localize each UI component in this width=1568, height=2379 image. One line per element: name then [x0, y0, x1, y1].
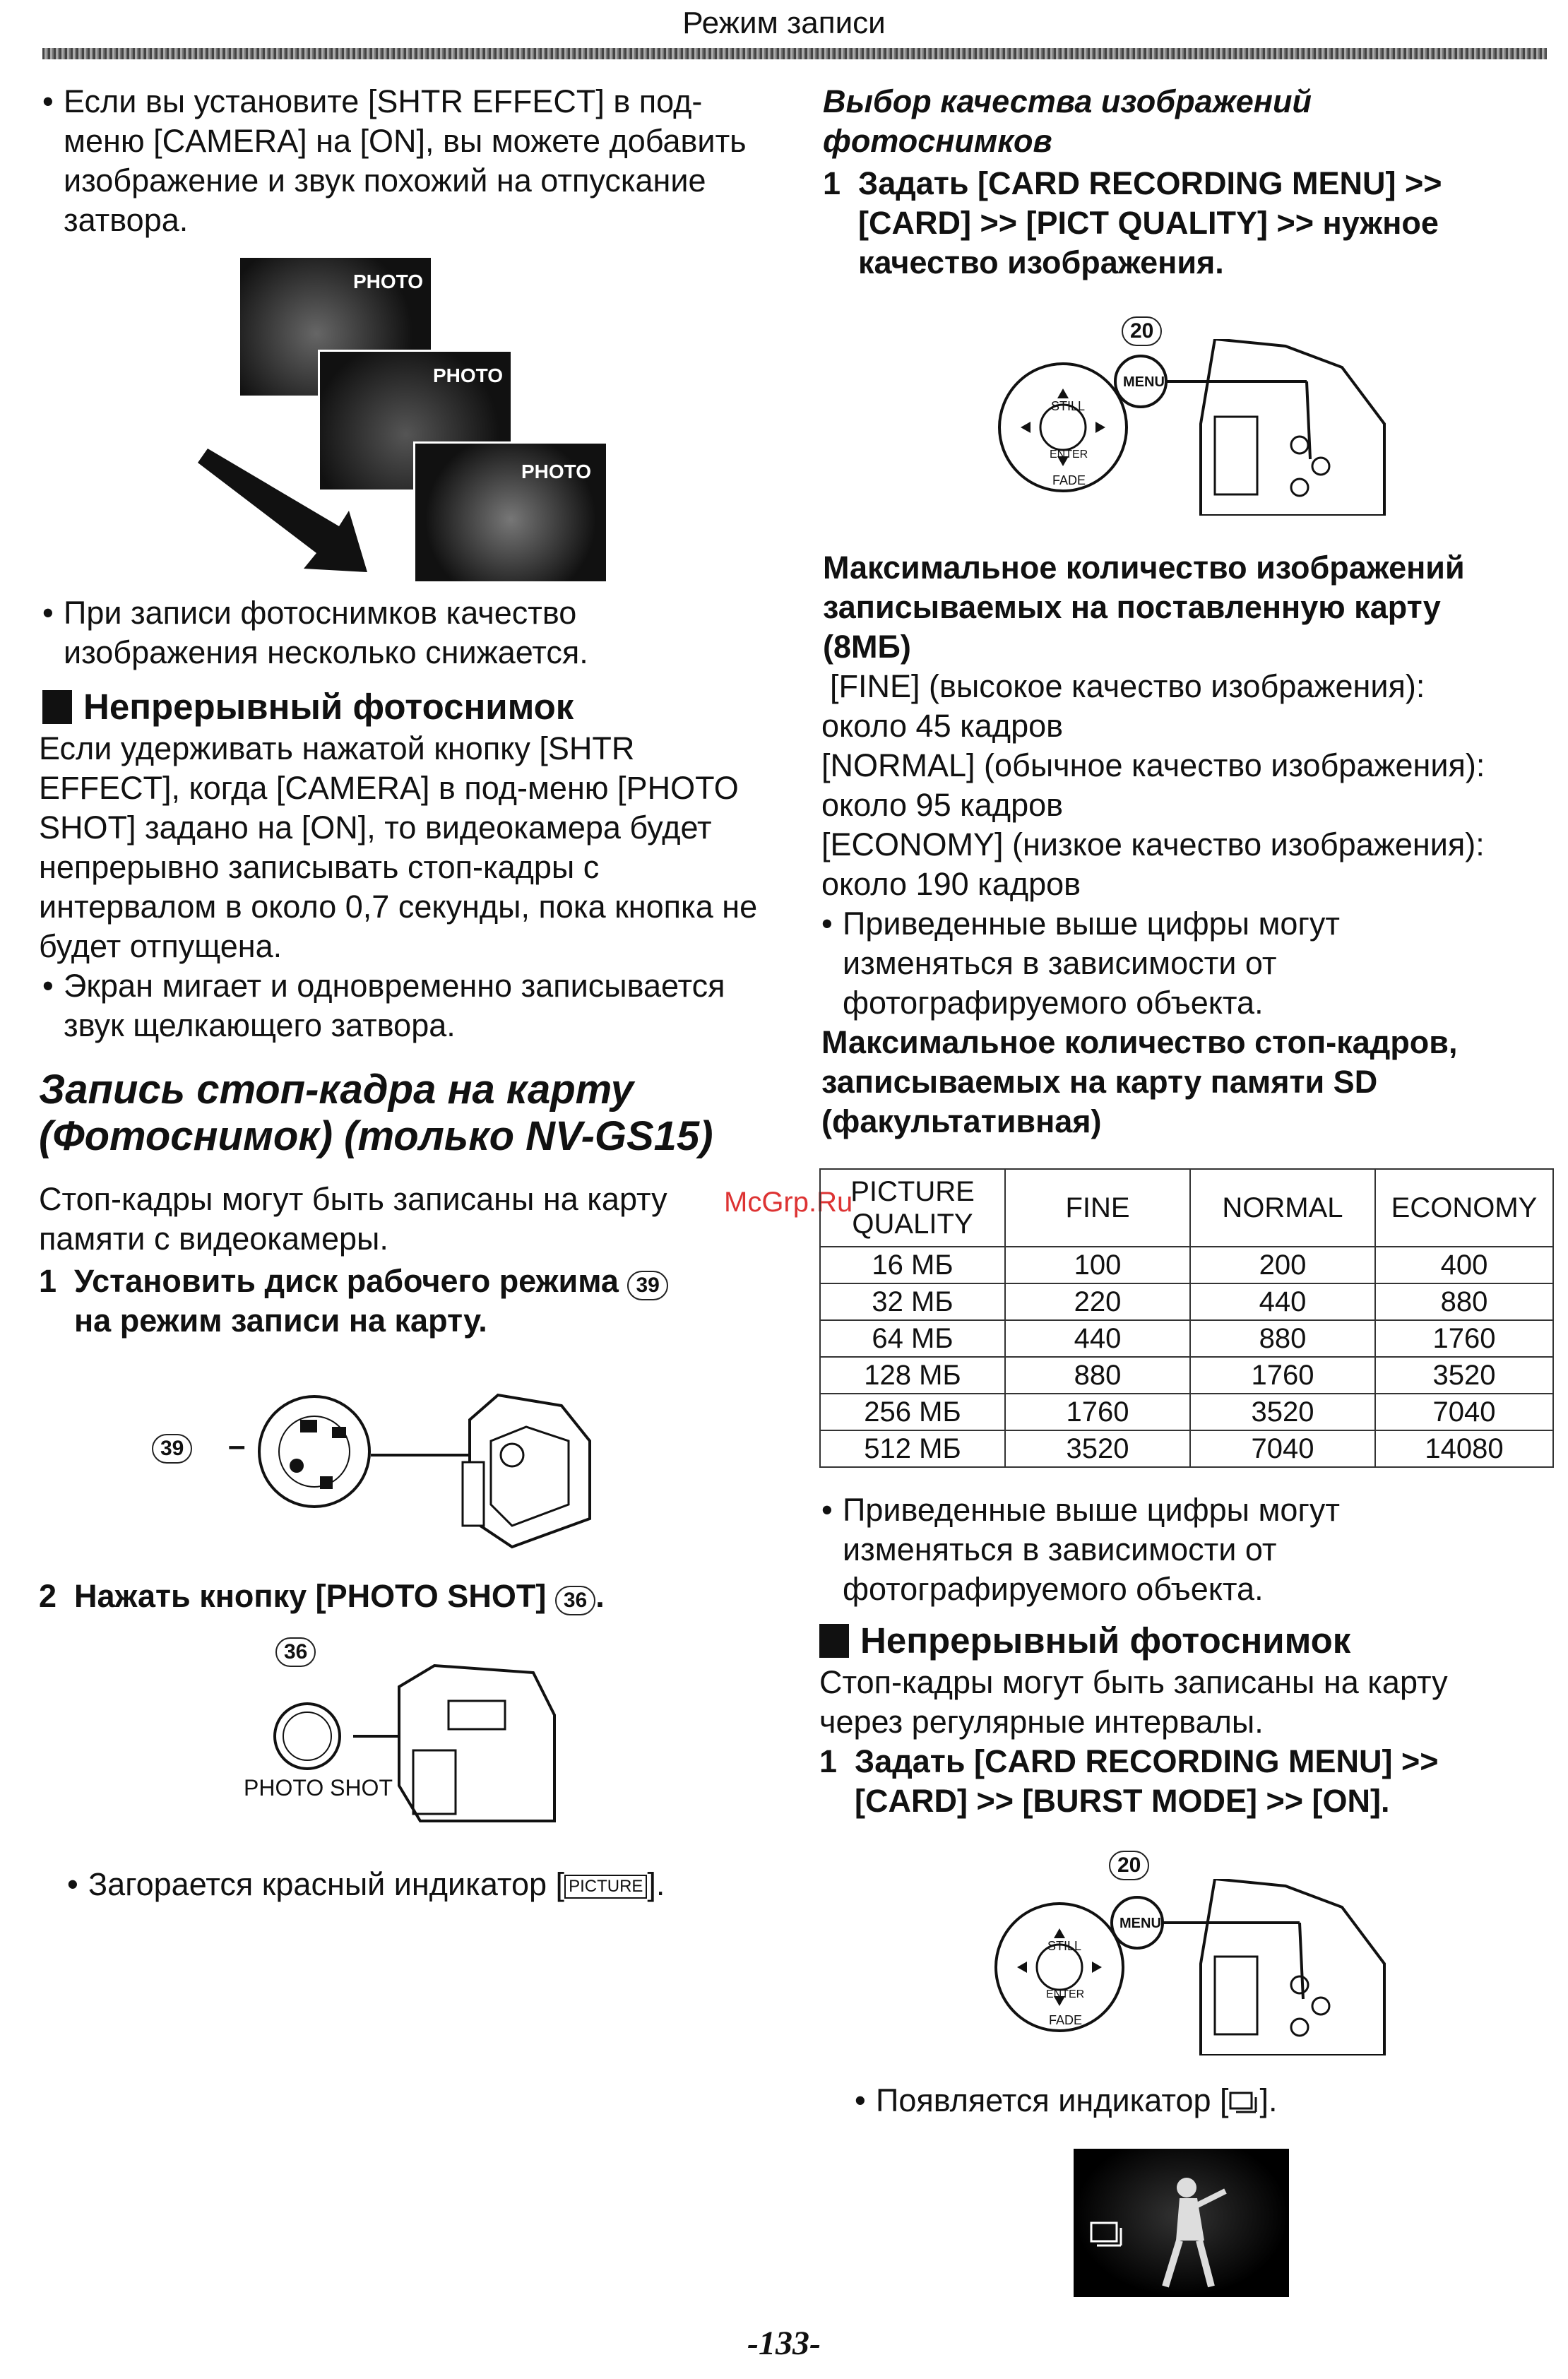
step-text: Задать [CARD RECORDING MENU] >> [CARD] >> [PICT QUALITY] >> нужное качество изображения.	[858, 165, 1442, 280]
ref-badge: 36	[555, 1586, 595, 1615]
still-label: STILL	[1047, 1939, 1082, 1953]
step-number: 1	[823, 165, 841, 201]
table-cell: 880	[1375, 1283, 1553, 1320]
burst-text: Стоп-кадры могут быть записаны на карту через регулярные интервалы.	[819, 1664, 1448, 1740]
ref-badge: 39	[627, 1271, 667, 1300]
quality-heading: Выбор качества изображений фотоснимков	[823, 83, 1312, 159]
table-row	[820, 1320, 1553, 1357]
dash: –	[228, 1428, 246, 1463]
table-cell: 100	[1005, 1247, 1190, 1283]
table-row	[820, 1283, 1553, 1320]
table-row	[820, 1247, 1553, 1283]
table-header-cell: FINE	[1005, 1169, 1190, 1247]
bullet-quality-note: • При записи фотоснимков качество изображения несколько снижается.	[42, 593, 770, 672]
section-heading-burst	[819, 1619, 1350, 1663]
bullet-shtr-effect: • Если вы установите [SHTR EFFECT] в под-меню [CAMERA] на [ON], вы можете добавить изображение и звук похожий на отпускание затвора.	[42, 82, 770, 240]
table-cell: 880	[1005, 1357, 1190, 1394]
photo-frame-3	[413, 441, 608, 583]
arrow-icon	[198, 449, 424, 590]
table-cell: 64 МБ	[820, 1320, 1005, 1357]
card-intro-text: Стоп-кадры могут быть записаны на карту памяти с видеокамеры.	[39, 1181, 667, 1257]
step-2-photo-shot: 2 Нажать кнопку [PHOTO SHOT] 36 .	[39, 1577, 773, 1616]
table-cell: 256 МБ	[820, 1394, 1005, 1430]
table-header-cell: PICTURE QUALITY	[820, 1169, 1005, 1247]
menu-label: MENU	[1119, 1916, 1161, 1931]
sd-heading: Максимальное количество стоп-кадров, записываемых на карту памяти SD (факультативная)	[821, 1024, 1458, 1139]
table-header-row	[820, 1169, 1553, 1247]
heading-text: Непрерывный фотоснимок	[83, 687, 574, 727]
step-1-set-dial	[39, 1262, 773, 1341]
menu-dial-figure	[989, 311, 1398, 516]
bullet-text: Загорается красный индикатор [	[88, 1866, 565, 1902]
table-row	[820, 1357, 1553, 1394]
ref-badge: 20	[1122, 316, 1162, 346]
mode-dial-figure	[152, 1363, 618, 1554]
bullet-text: Если вы установите [SHTR EFFECT] в под-меню [CAMERA] на [ON], вы можете добавить изображение и звук похожий на отпускание затвора.	[64, 83, 747, 238]
heading-line-2: (Фотоснимок) (только NV-GS15)	[39, 1113, 713, 1159]
table-cell: 440	[1190, 1283, 1375, 1320]
page-number: -133-	[747, 2325, 821, 2362]
fine-count: около 45 кадров	[821, 708, 1064, 744]
table-cell: 1760	[1375, 1320, 1553, 1357]
table-cell: 512 МБ	[820, 1430, 1005, 1467]
square-bullet-icon	[42, 690, 72, 724]
photo-label: PHOTO	[353, 271, 424, 292]
table-row	[820, 1394, 1553, 1430]
bullet-text: При записи фотоснимков качество изображения несколько снижается.	[64, 595, 588, 670]
table-cell: 880	[1190, 1320, 1375, 1357]
enter-label: ENTER	[1050, 449, 1088, 461]
square-bullet-icon	[819, 1624, 849, 1658]
mode-dial-icon	[258, 1377, 625, 1554]
normal-line: [NORMAL] (обычное качество изображения):	[821, 747, 1485, 783]
bullet-text: Экран мигает и одновременно записывается звук щелкающего затвора.	[64, 968, 725, 1043]
step-text: Установить диск рабочего режима	[74, 1263, 619, 1299]
table-cell: 200	[1190, 1247, 1375, 1283]
bullet-burst-indicator: • Появляется индикатор [ ].	[855, 2082, 1278, 2118]
bullet-text-end: ].	[647, 1866, 665, 1902]
menu-dial-figure-2	[989, 1851, 1398, 2055]
fade-label: FADE	[1052, 473, 1086, 487]
table-cell: 32 МБ	[820, 1283, 1005, 1320]
joystick-icon	[989, 339, 1398, 516]
capacity-table	[819, 1168, 1554, 1468]
note-figures-vary-1: • Приведенные выше цифры могут изменяться в зависимости от фотографируемого объекта.	[821, 904, 1514, 1023]
ref-badge: 20	[1109, 1851, 1149, 1880]
step-number: 1	[819, 1743, 838, 1779]
table-header-cell: NORMAL	[1190, 1169, 1375, 1247]
quality-step-1	[823, 164, 1529, 283]
step-text: Нажать кнопку [PHOTO SHOT]	[74, 1578, 547, 1614]
bullet-text: Приведенные выше цифры могут изменяться в зависимости от фотографируемого объекта.	[843, 1492, 1340, 1607]
step-number: 1	[39, 1263, 57, 1299]
fine-line: [FINE] (высокое качество изображения):	[830, 668, 1425, 704]
table-cell: 220	[1005, 1283, 1190, 1320]
normal-count: около 95 кадров	[821, 787, 1064, 823]
menu-label: MENU	[1123, 374, 1165, 390]
table-header-cell: ECONOMY	[1375, 1169, 1553, 1247]
still-label: STILL	[1051, 399, 1086, 413]
photo-shot-figure	[237, 1637, 569, 1849]
ref-badge: 36	[275, 1637, 316, 1667]
table-row	[820, 1430, 1553, 1467]
continuous-text: Если удерживать нажатой кнопку [SHTR EFFECT], когда [CAMERA] в под-меню [PHOTO SHOT] задано на [ON], то видеокамера будет непрерывно записывать стоп-кадры с интервалом в около 0,7 секунды, пока кнопка не будет отпущена.	[39, 730, 758, 964]
watermark: McGrp.Ru	[724, 1187, 853, 1218]
economy-count: около 190 кадров	[821, 866, 1081, 902]
bullet-text: Появляется индикатор [	[876, 2082, 1229, 2118]
ref-badge: 39	[152, 1434, 192, 1464]
joystick-icon	[989, 1879, 1398, 2055]
photo-shot-button-icon	[237, 1659, 569, 1835]
table-cell: 1760	[1005, 1394, 1190, 1430]
table-cell: 3520	[1190, 1394, 1375, 1430]
step-text-2: на режим записи на карту.	[74, 1303, 487, 1339]
economy-line: [ECONOMY] (низкое качество изображения):	[821, 826, 1485, 862]
table-cell: 128 МБ	[820, 1357, 1005, 1394]
card-section-heading	[39, 1067, 773, 1160]
photo-label: PHOTO	[433, 364, 504, 386]
capacity-8mb-list	[821, 667, 1556, 904]
table-cell: 400	[1375, 1247, 1553, 1283]
burst-indicator-icon	[1229, 2090, 1260, 2116]
bullet-text-end: ].	[1259, 2082, 1278, 2118]
table-cell: 16 МБ	[820, 1247, 1005, 1283]
heading-line-1: Запись стоп-кадра на карту	[39, 1067, 634, 1113]
page-header-title: Режим записи	[682, 6, 886, 40]
burst-step-1	[819, 1742, 1533, 1821]
tennis-player-figure	[1074, 2149, 1289, 2297]
header-rule	[42, 48, 1547, 59]
bullet-screen-blink: • Экран мигает и одновременно записывается звук щелкающего затвора.	[42, 966, 770, 1045]
heading-text: Непрерывный фотоснимок	[860, 1620, 1351, 1661]
bullet-text: Приведенные выше цифры могут изменяться в зависимости от фотографируемого объекта.	[843, 906, 1340, 1021]
photo-shot-label: PHOTO SHOT	[244, 1775, 393, 1800]
table-cell: 440	[1005, 1320, 1190, 1357]
enter-label: ENTER	[1046, 1988, 1085, 2000]
table-cell: 1760	[1190, 1357, 1375, 1394]
table-cell: 3520	[1375, 1357, 1553, 1394]
table-cell: 7040	[1190, 1430, 1375, 1467]
picture-indicator-icon: PICTURE	[564, 1875, 647, 1899]
table-cell: 7040	[1375, 1394, 1553, 1430]
fade-label: FADE	[1049, 2013, 1083, 2027]
note-figures-vary-2: • Приведенные выше цифры могут изменяться в зависимости от фотографируемого объекта.	[821, 1490, 1514, 1609]
step-number: 2	[39, 1578, 57, 1614]
bullet-red-indicator: • Загорается красный индикатор [ PICTURE ].	[67, 1866, 665, 1902]
section-heading-continuous	[42, 685, 574, 729]
burst-example-photo	[1074, 2149, 1289, 2297]
table-cell: 3520	[1005, 1430, 1190, 1467]
photo-label: PHOTO	[521, 461, 592, 482]
step-text: Задать [CARD RECORDING MENU] >> [CARD] >> [BURST MODE] >> [ON].	[855, 1743, 1439, 1819]
max8-heading: Максимальное количество изображений записываемых на поставленную карту (8МБ)	[823, 550, 1465, 665]
photo-stack-illustration	[233, 258, 607, 579]
table-cell: 14080	[1375, 1430, 1553, 1467]
